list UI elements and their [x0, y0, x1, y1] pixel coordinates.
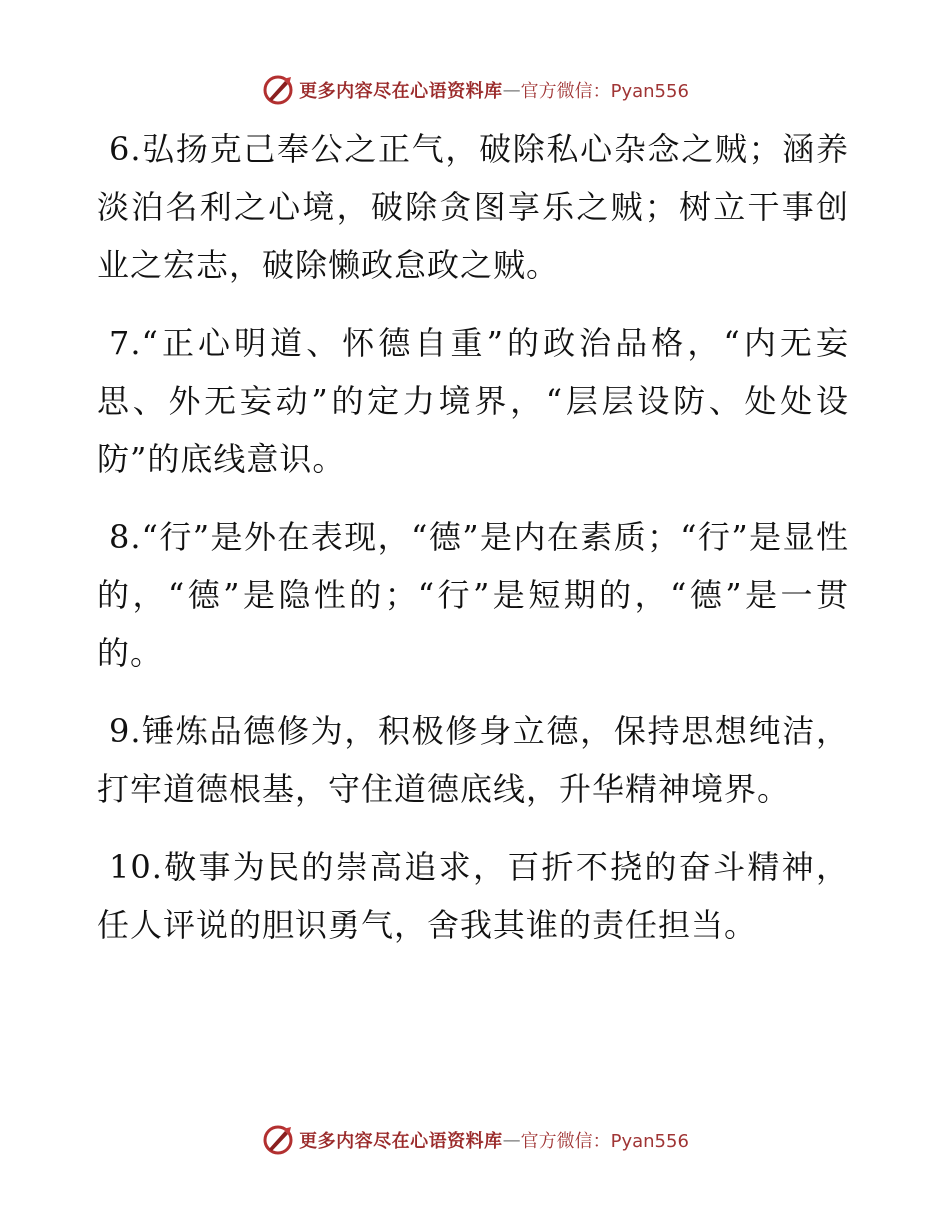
- paragraph-6: [97, 120, 849, 294]
- footer-wechat-text: 官方微信：Pyan556: [520, 1131, 689, 1152]
- header-banner-separator: —: [502, 79, 521, 101]
- header-wechat-text: 官方微信：Pyan556: [520, 81, 689, 102]
- paragraph-7: [97, 314, 849, 488]
- paragraph-number: 9.: [109, 712, 142, 750]
- paragraph-number: 6.: [109, 130, 142, 168]
- header-banner-text: 更多内容尽在心语资料库: [299, 81, 503, 102]
- paragraph-9: [97, 702, 849, 818]
- paragraph-number: 7.: [109, 324, 142, 362]
- quill-logo-icon: [261, 73, 295, 107]
- paragraph-10: [97, 838, 849, 954]
- paragraph-text: “行”是外在表现，“德”是内在素质；“行”是显性的，“德”是隐性的；“行”是短期的，“德”是一贯的。: [97, 518, 849, 672]
- footer-banner: [0, 1120, 950, 1160]
- footer-banner-separator: —: [502, 1129, 521, 1151]
- paragraph-number: 8.: [109, 518, 142, 556]
- paragraph-text: 锤炼品德修为，积极修身立德，保持思想纯洁，打牢道德根基，守住道德底线，升华精神境界。: [97, 712, 849, 808]
- quill-logo-icon: [261, 1123, 295, 1157]
- header-banner: [0, 70, 950, 110]
- paragraph-text: 弘扬克己奉公之正气，破除私心杂念之贼；涵养淡泊名利之心境，破除贪图享乐之贼；树立干事创业之宏志，破除懒政怠政之贼。: [97, 130, 849, 284]
- footer-banner-text: 更多内容尽在心语资料库: [299, 1131, 503, 1152]
- paragraph-text: “正心明道、怀德自重”的政治品格，“内无妄思、外无妄动”的定力境界，“层层设防、处处设防”的底线意识。: [97, 324, 849, 478]
- document-body: [97, 120, 849, 974]
- paragraph-number: 10.: [109, 848, 163, 886]
- paragraph-text: 敬事为民的崇高追求，百折不挠的奋斗精神，任人评说的胆识勇气，舍我其谁的责任担当。: [97, 848, 849, 944]
- paragraph-8: [97, 508, 849, 682]
